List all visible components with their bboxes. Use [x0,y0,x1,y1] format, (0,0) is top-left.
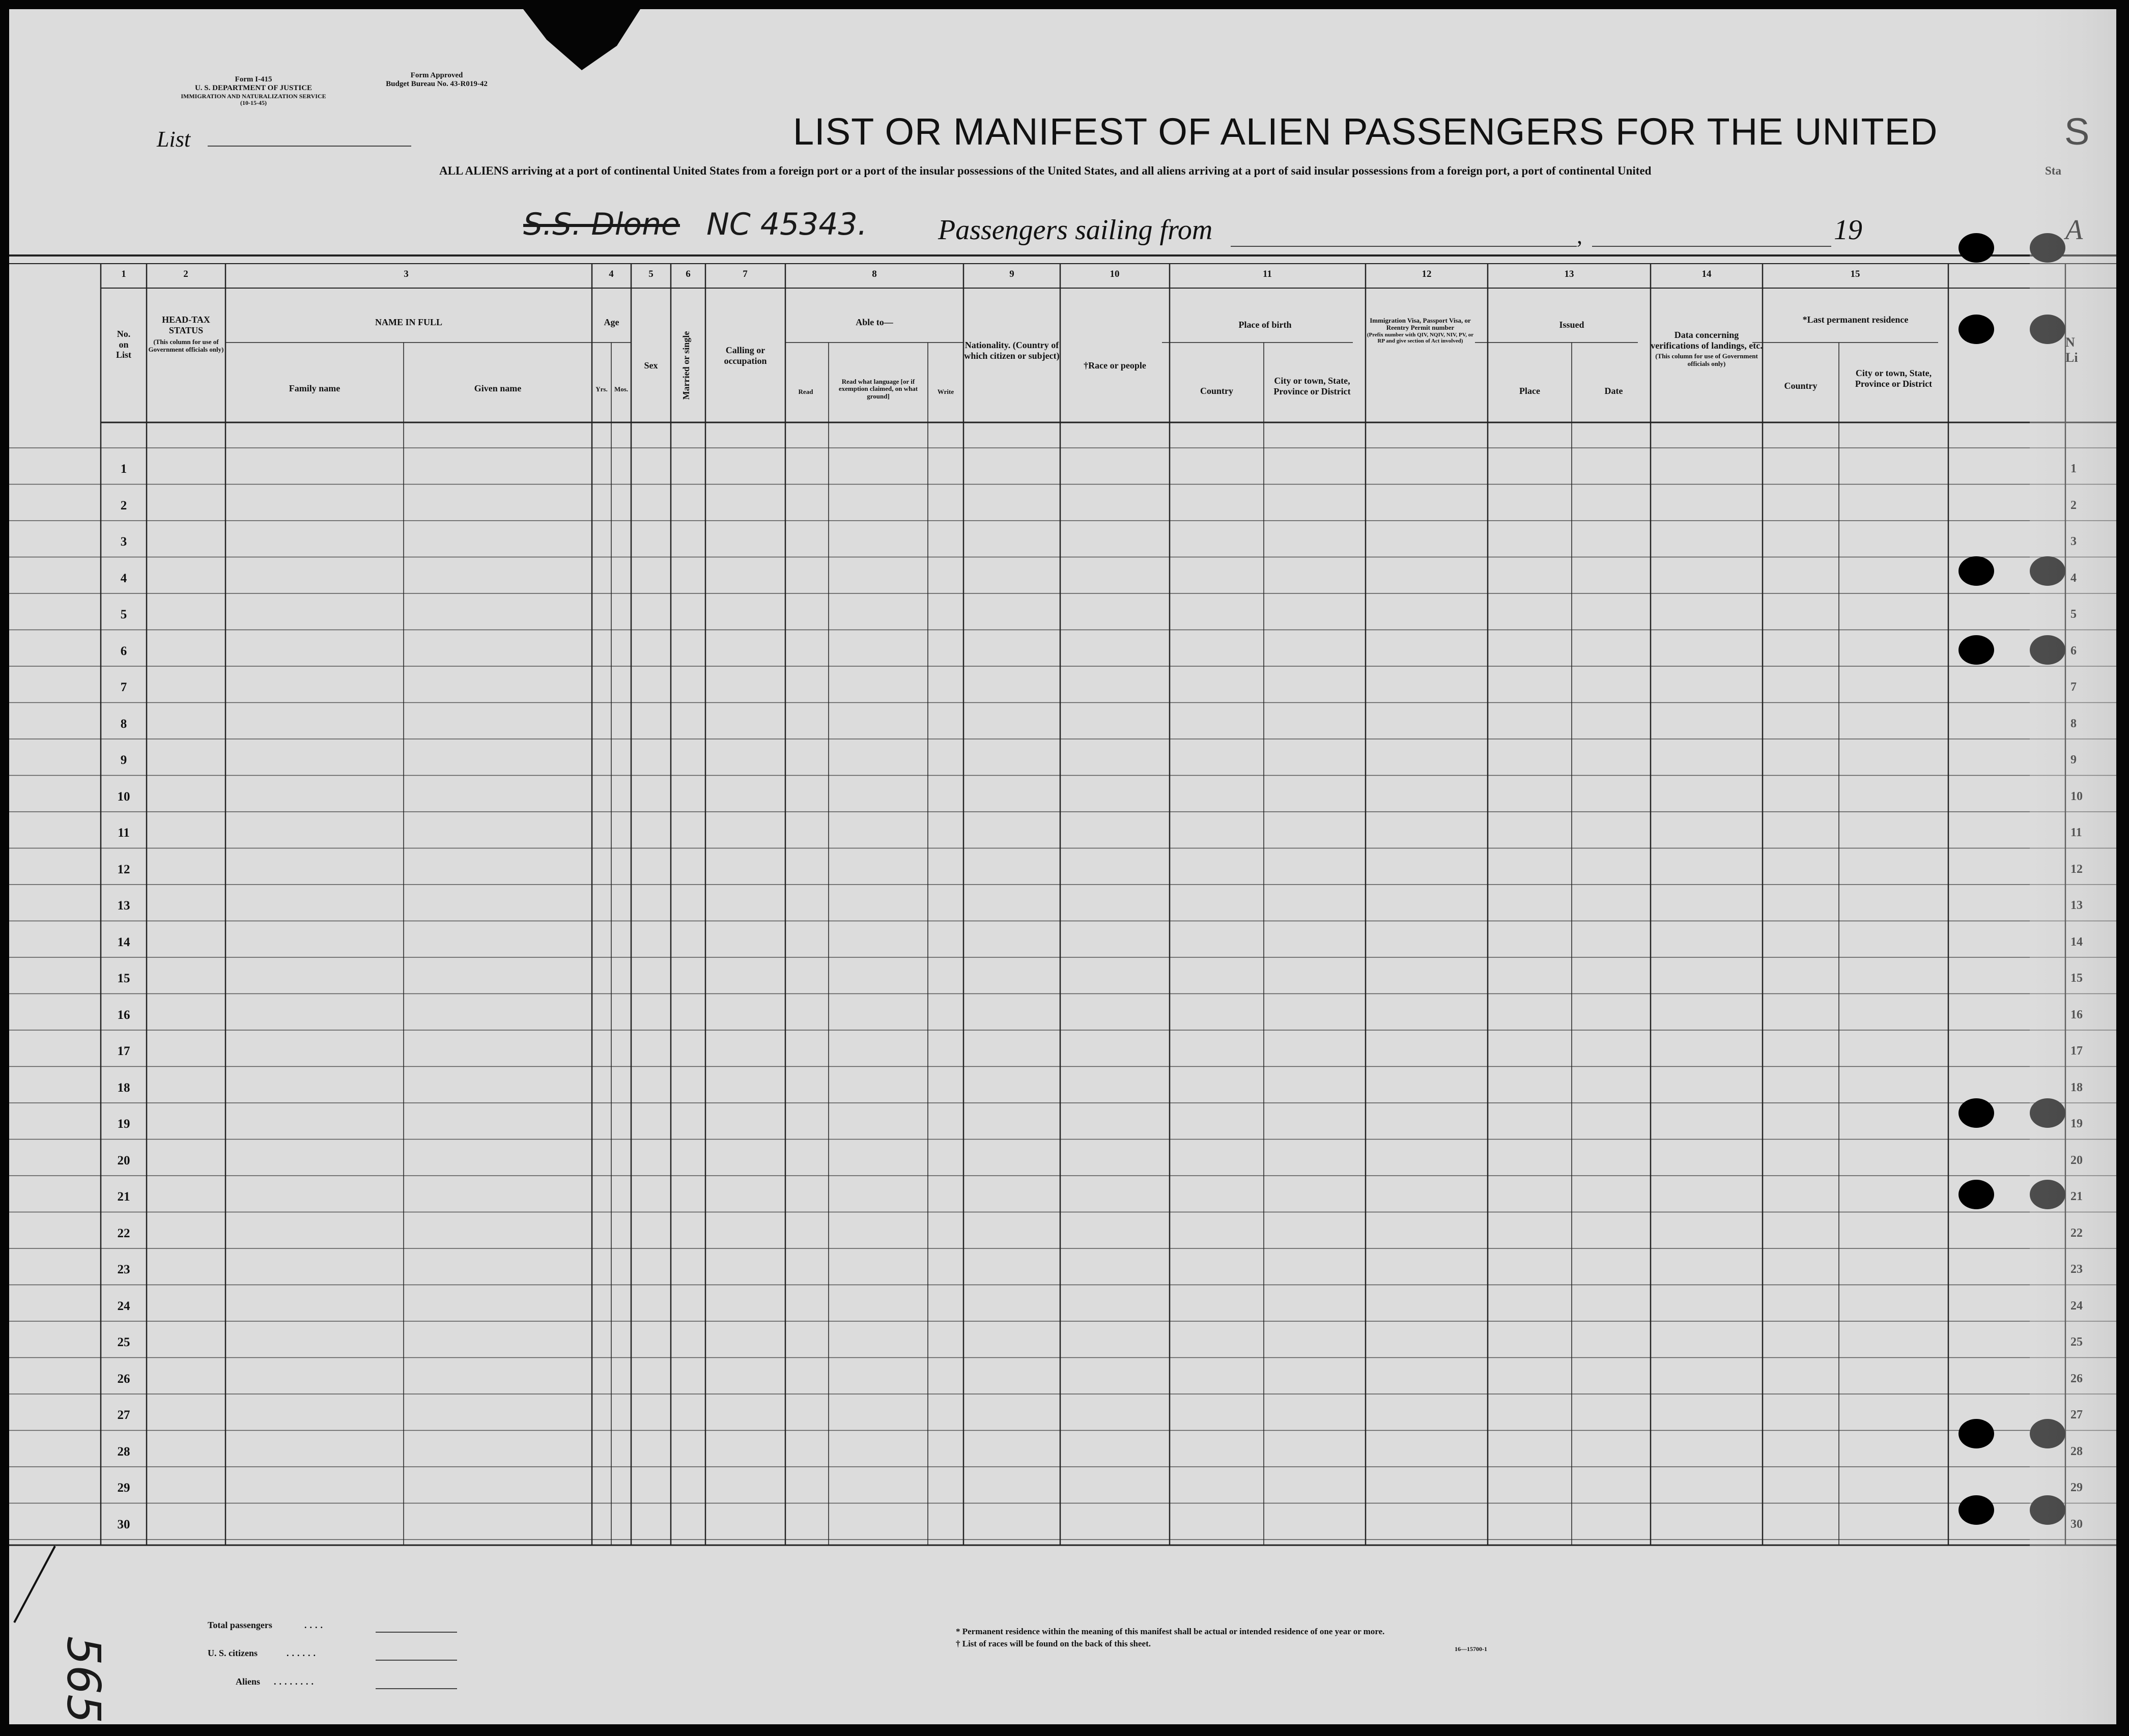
col-15-header: *Last permanent residence [1802,315,1909,325]
head-tax-label: HEAD-TAX STATUS [162,315,210,335]
column-number: 1 [121,269,126,279]
column-number: 12 [1422,269,1432,279]
us-citizens-label: U. S. citizens [208,1648,258,1658]
punch-hole [1958,635,1994,665]
issued-date-header: Date [1604,386,1623,396]
row-number: 21 [117,1190,130,1204]
visa-note: (Prefix number with QIV, NQIV, NIV, PV, or RP and give section of Act involved) [1367,331,1474,344]
col-3-header: NAME IN FULL [375,317,442,327]
row-number-right: 28 [2070,1444,2083,1458]
years-header: Yrs. [595,385,608,393]
dots-3: ........ [274,1676,317,1687]
manifest-subtitle-clipped: Sta [2045,164,2061,177]
row-number-right: 5 [2070,608,2077,621]
list-label: List [157,127,191,152]
column-number: 2 [183,269,188,279]
row-number-right: 23 [2070,1263,2083,1276]
sailing-clipped: A [2065,214,2083,246]
row-number-right: 16 [2070,1008,2083,1021]
head-tax-note: (This column for use of Government officials only) [148,338,224,353]
row-number-right: 11 [2070,826,2082,839]
row-number: 19 [117,1117,130,1131]
row-number: 30 [117,1517,130,1531]
col-4-header: Age [604,317,619,327]
col-11-header: Place of birth [1238,320,1292,330]
months-header: Mos. [614,385,629,393]
punch-hole [1958,1495,1994,1525]
row-number: 20 [117,1153,130,1168]
comma: , [1577,223,1582,248]
row-number: 29 [117,1481,130,1495]
total-passengers-line [376,1632,457,1633]
punch-hole [1958,315,1994,344]
row-number: 22 [117,1226,130,1240]
row-number: 4 [120,571,127,585]
row-number: 7 [120,680,127,694]
row-number: 25 [117,1335,130,1349]
row-number-right: 13 [2070,899,2083,912]
col-10-header: †Race or people [1084,360,1146,371]
col-9-header: Nationality. (Country of which citizen or subject) [964,340,1060,361]
column-number: 6 [686,269,691,279]
punch-hole [1958,556,1994,586]
row-number-right: 4 [2070,571,2077,585]
col-8-header: Able to— [856,317,893,327]
row-number: 28 [117,1444,130,1459]
row-number-right: 25 [2070,1335,2083,1349]
row-number: 12 [117,862,130,876]
col-2-header [147,315,225,353]
row-number-right: 1 [2070,462,2077,475]
clipped-col-header: N Li [2065,335,2078,365]
write-header: Write [937,388,954,395]
row-number: 10 [117,789,130,804]
column-number: 11 [1263,269,1272,279]
form-approved: Form Approved [410,71,463,79]
row-number-right: 6 [2070,644,2077,658]
manifest-title: LIST OR MANIFEST OF ALIEN PASSENGERS FOR THE UNITED [793,110,1938,153]
residence-country-header: Country [1784,381,1818,391]
footnote-races: † List of races will be found on the back of this sheet. [956,1639,1151,1648]
row-number-right: 12 [2070,862,2083,876]
right-edge-shadow [2030,9,2116,1724]
service: IMMIGRATION AND NATURALIZATION SERVICE [181,92,326,100]
row-number-right: 29 [2070,1481,2083,1494]
column-number: 4 [609,269,614,279]
punch-hole [1958,1180,1994,1209]
read-language-header: Read what language [or if exemption claimed, on what ground] [838,378,918,400]
handwritten-page-number: 565 [56,1636,110,1724]
row-number: 6 [120,644,127,658]
row-number: 5 [120,608,127,621]
row-number-right: 2 [2070,498,2077,512]
aliens-label: Aliens [236,1676,261,1687]
given-name-header: Given name [474,383,522,393]
row-number-right: 3 [2070,535,2077,548]
manifest-subtitle: ALL ALIENS arriving at a port of continental United States from a foreign port or a port of the insular possessions of the United States, and all aliens arriving at a port of said insular possessions from a foreign port, a port of continental United [439,164,1652,177]
row-number: 15 [117,972,130,985]
row-number: 1 [120,462,127,476]
row-number-right: 30 [2070,1517,2083,1531]
row-number: 27 [117,1408,130,1422]
row-number: 11 [118,826,130,840]
manifest-title-clipped: S [2064,110,2090,153]
row-number-right: 7 [2070,680,2077,694]
row-number-right: 9 [2070,753,2077,766]
row-number: 23 [117,1263,130,1276]
aliens-line [376,1688,457,1689]
form-date: (10-15-45) [240,99,267,107]
us-citizens-line [376,1660,457,1661]
col-14-header [1651,330,1763,367]
row-number-right: 10 [2070,789,2083,803]
row-number-right: 8 [2070,717,2077,730]
total-passengers-label: Total passengers [208,1620,272,1630]
sailing-from-label: Passengers sailing from [938,214,1213,246]
column-number: 9 [1009,269,1014,279]
col-5-header: Sex [644,360,658,371]
ship-name-handwritten: S.S. Dlone [523,207,680,242]
ship-code-handwritten: NC 45343. [706,207,867,242]
column-number: 15 [1850,269,1860,279]
row-number-right: 27 [2070,1408,2083,1421]
dots-2: ...... [287,1648,319,1658]
column-number: 7 [743,269,748,279]
row-number: 8 [120,717,127,731]
dots-1: .... [304,1620,326,1630]
row-number-right: 20 [2070,1153,2083,1167]
visa-label: Immigration Visa, Passport Visa, or Reentry Permit number [1370,317,1471,332]
row-number: 24 [117,1299,130,1313]
family-name-header: Family name [289,383,340,393]
row-number: 3 [120,535,127,549]
col-12-header [1366,317,1475,344]
punch-hole [1958,1098,1994,1128]
row-number: 14 [117,935,130,949]
punch-hole [1958,233,1994,263]
manifest-grid [9,9,2116,1724]
row-number: 13 [117,899,130,913]
column-number: 14 [1701,269,1712,279]
row-number: 9 [120,753,127,767]
birth-city-header: City or town, State, Province or District [1273,376,1351,396]
row-number: 2 [120,498,127,513]
residence-city-header: City or town, State, Province or District [1855,368,1933,389]
column-number: 3 [404,269,409,279]
row-number-right: 15 [2070,972,2083,985]
row-number-right: 22 [2070,1226,2083,1240]
footnote-residence: * Permanent residence within the meaning of this manifest shall be actual or intended residence of one year or more. [956,1627,1385,1636]
row-number-right: 21 [2070,1190,2083,1203]
col-1-header: No. on List [116,329,131,360]
col-7-header: Calling or occupation [724,345,767,366]
verification-label: Data concerning verifications of landings, etc. [1651,330,1763,351]
column-number: 8 [872,269,877,279]
manifest-sheet [9,9,2116,1724]
column-number: 5 [648,269,654,279]
punch-hole [1958,1419,1994,1448]
row-number-right: 26 [2070,1372,2083,1385]
department: U. S. DEPARTMENT OF JUSTICE [194,84,313,93]
row-number-right: 14 [2070,935,2083,949]
row-number-right: 19 [2070,1117,2083,1130]
budget-number: Budget Bureau No. 43-R019-42 [386,80,488,89]
col-13-header: Issued [1559,320,1584,330]
verification-note: (This column for use of Government officials only) [1655,352,1758,367]
printer-code: 16—15700-1 [1455,1645,1487,1653]
year-prefix: 19 [1834,214,1862,246]
column-number: 13 [1564,269,1574,279]
birth-country-header: Country [1200,386,1233,396]
col-6-header: Married or single [681,331,691,400]
form-number: Form I-415 [235,75,272,83]
read-header: Read [798,388,813,395]
row-number-right: 24 [2070,1299,2083,1313]
row-number: 17 [117,1044,130,1058]
issued-place-header: Place [1519,386,1540,396]
row-number: 16 [117,1008,130,1022]
row-number: 26 [117,1372,130,1386]
row-number-right: 17 [2070,1044,2083,1058]
row-number-right: 18 [2070,1080,2083,1094]
margin-stroke [9,1536,111,1628]
column-number: 10 [1110,269,1120,279]
row-number: 18 [117,1080,130,1095]
